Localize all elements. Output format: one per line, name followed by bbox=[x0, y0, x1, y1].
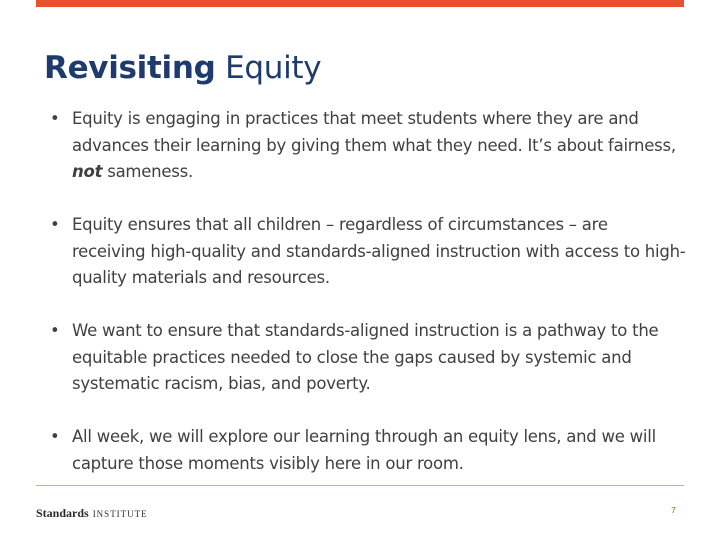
bullet-list bbox=[50, 106, 686, 504]
bullet-text: We want to ensure that standards-aligned instruction is a pathway to the equitable practices needed to close the gaps caused by systemic and systematic racism, bias, and poverty. bbox=[72, 321, 659, 393]
top-accent-bar bbox=[36, 0, 684, 7]
logo-suffix: INSTITUTE bbox=[92, 509, 148, 519]
footer-divider bbox=[36, 485, 684, 486]
bullet-text: Equity ensures that all children – regardless of circumstances – are receiving high-quality and standards-aligned instruction with access to high-quality materials and resources. bbox=[72, 215, 686, 287]
bullet-text: Equity is engaging in practices that meet students where they are and advances their learning by giving them what they need. It’s about fairness, bbox=[72, 109, 676, 155]
bullet-marker: • bbox=[50, 215, 60, 234]
bullet-item bbox=[50, 212, 686, 292]
slide-title-rest: Equity bbox=[225, 50, 322, 86]
slide-title bbox=[44, 48, 321, 88]
bullet-item bbox=[50, 318, 686, 398]
bullet-marker: • bbox=[50, 321, 60, 340]
bullet-marker: • bbox=[50, 427, 60, 446]
standards-institute-logo bbox=[36, 504, 148, 522]
slide-title-bold: Revisiting bbox=[44, 50, 216, 86]
page-number: 7 bbox=[670, 506, 676, 515]
logo-brand: Standards bbox=[36, 506, 89, 520]
bullet-marker: • bbox=[50, 109, 60, 128]
bullet-text: All week, we will explore our learning through an equity lens, and we will capture those moments visibly here in our room. bbox=[72, 427, 656, 473]
bullet-item bbox=[50, 106, 686, 186]
bullet-item bbox=[50, 424, 686, 477]
bullet-text-end: sameness. bbox=[102, 162, 193, 181]
bullet-emphasis: not bbox=[72, 162, 103, 181]
